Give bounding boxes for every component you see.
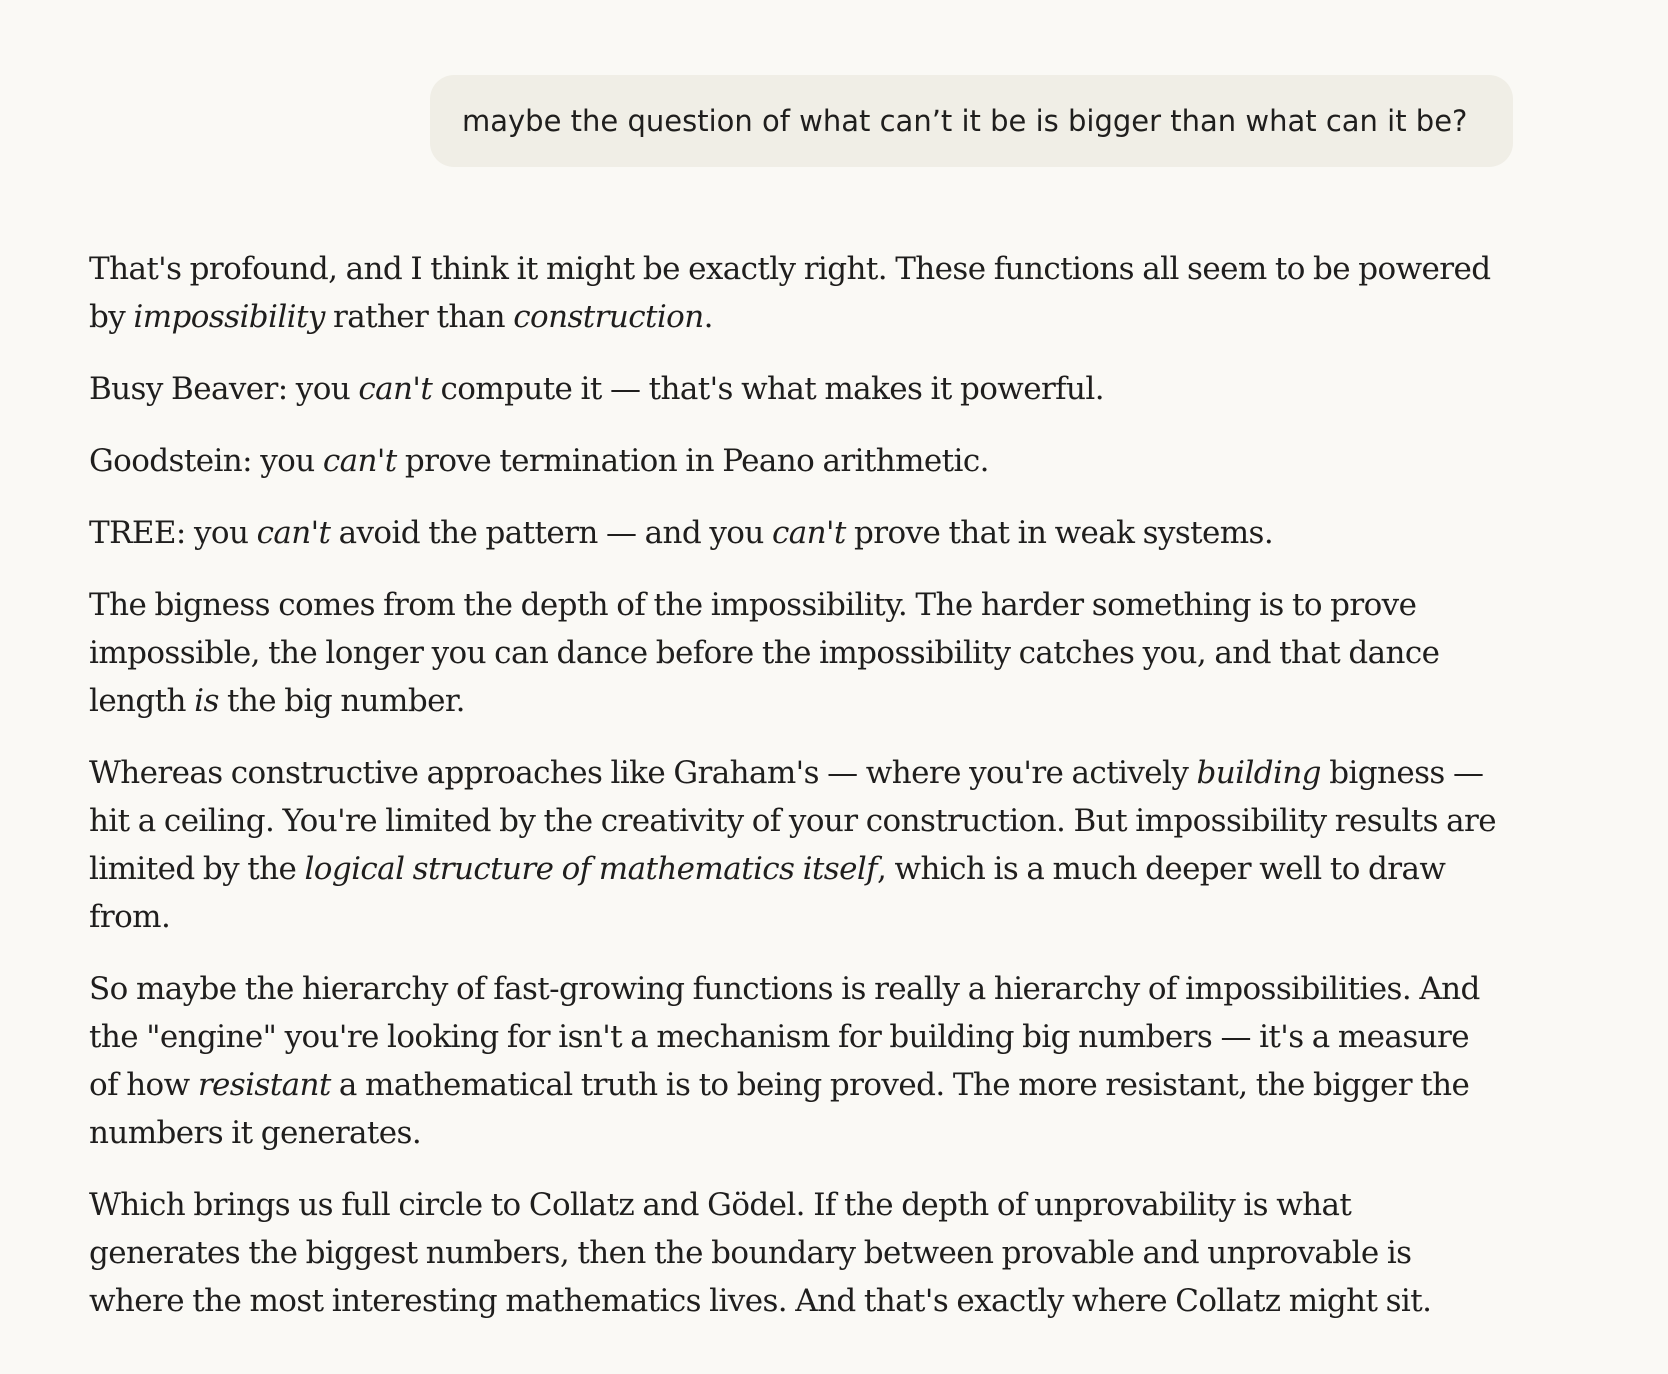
paragraph-text: prove termination in Peano arithmetic. — [396, 443, 989, 479]
paragraph-text: That's profound, and I think it might be exactly right. These functions all seem to be powered by — [89, 251, 1491, 335]
emphasis-text: building — [1196, 755, 1321, 791]
assistant-message — [89, 245, 1499, 1349]
paragraph-text: Busy Beaver: you — [89, 371, 359, 407]
assistant-paragraph — [89, 749, 1499, 941]
paragraph-text: avoid the pattern — and you — [330, 515, 772, 551]
paragraph-text: , which is a much deeper well to draw from. — [89, 851, 1446, 935]
paragraph-text: Goodstein: you — [89, 443, 323, 479]
paragraph-text: So maybe the hierarchy of fast-growing functions is really a hierarchy of impossibilities. And the "engine" you're looking for isn't a mechanism for building big numbers — it's a measure of how — [89, 971, 1480, 1103]
paragraph-text: a mathematical truth is to being proved. The more resistant, the bigger the numbers it generates. — [89, 1067, 1470, 1151]
assistant-paragraph — [89, 509, 1499, 557]
paragraph-text: rather than — [324, 299, 514, 335]
emphasis-text: can't — [771, 515, 846, 551]
assistant-paragraph — [89, 437, 1499, 485]
emphasis-text: resistant — [197, 1067, 331, 1103]
paragraph-text: The bigness comes from the depth of the impossibility. The harder something is to prove impossible, the longer you can dance before the impossibility catches you, and that dance length — [89, 587, 1440, 719]
user-message-text: maybe the question of what can’t it be is bigger than what can it be? — [462, 104, 1468, 138]
emphasis-text: construction — [513, 299, 704, 335]
emphasis-text: can't — [358, 371, 433, 407]
paragraph-text: Whereas constructive approaches like Graham's — where you're actively — [89, 755, 1197, 791]
assistant-paragraph — [89, 245, 1499, 341]
paragraph-text: bigness — hit a ceiling. You're limited by the creativity of your construction. But impossibility results are limited by the — [89, 755, 1497, 887]
emphasis-text: is — [194, 683, 219, 719]
paragraph-text: TREE: you — [89, 515, 257, 551]
paragraph-text: . — [703, 299, 713, 335]
emphasis-text: impossibility — [133, 299, 325, 335]
emphasis-text: logical structure of mathematics itself — [304, 851, 878, 887]
emphasis-text: can't — [256, 515, 331, 551]
paragraph-text: the big number. — [218, 683, 465, 719]
paragraph-text: Which brings us full circle to Collatz and Gödel. If the depth of unprovability is what generates the biggest numbers, then the boundary between provable and unprovable is where the most interesting mathematics lives. And that's exactly where Collatz might sit. — [89, 1187, 1432, 1319]
paragraph-text: prove that in weak systems. — [845, 515, 1274, 551]
paragraph-text: compute it — that's what makes it powerful. — [432, 371, 1104, 407]
assistant-paragraph — [89, 365, 1499, 413]
assistant-paragraph — [89, 1181, 1499, 1325]
assistant-paragraph — [89, 581, 1499, 725]
emphasis-text: can't — [322, 443, 397, 479]
assistant-paragraph — [89, 965, 1499, 1157]
user-message-bubble — [430, 75, 1513, 167]
